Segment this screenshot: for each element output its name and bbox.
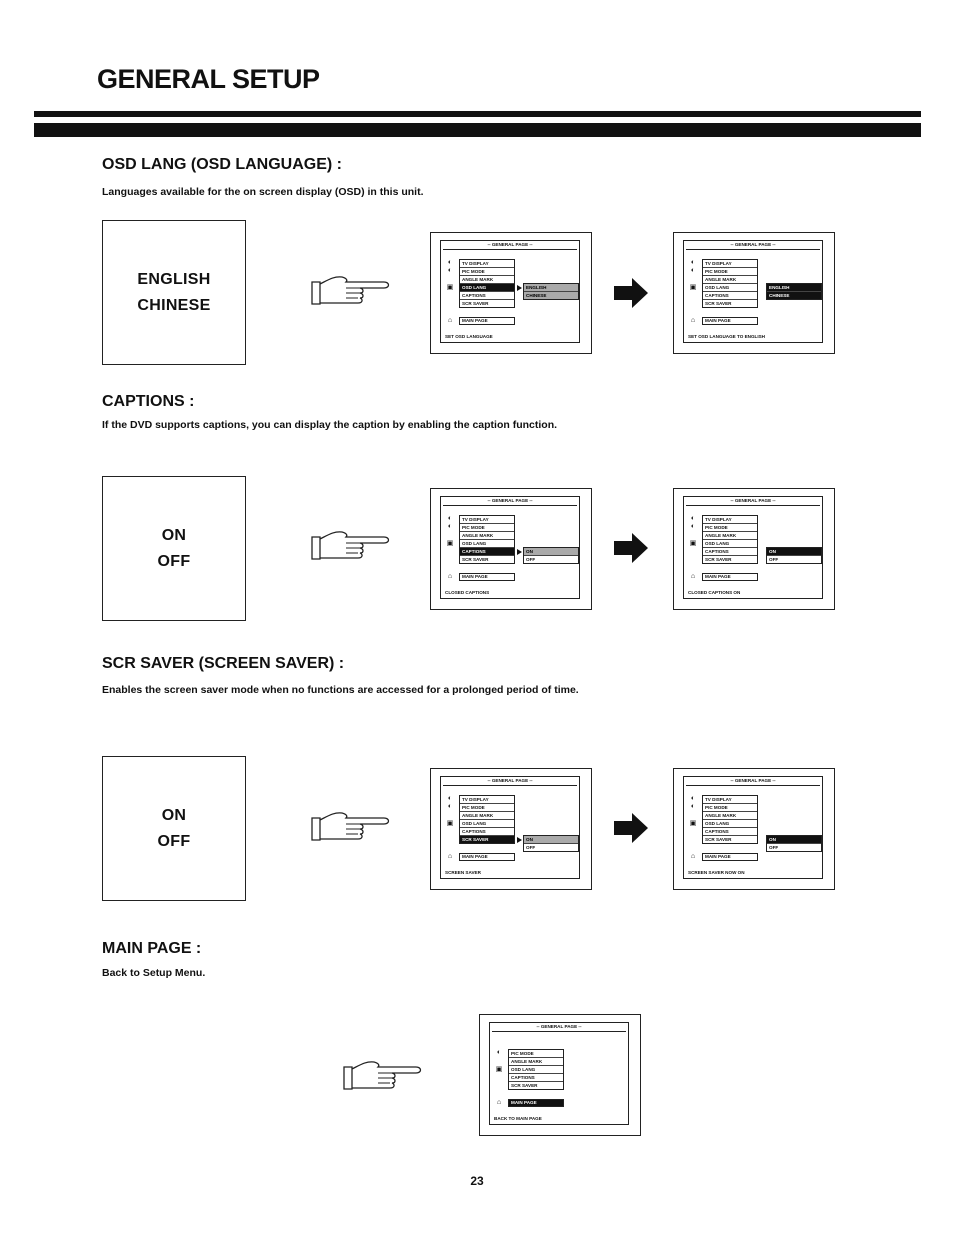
scr-saver-heading: SCR SAVER (SCREEN SAVER) : (102, 655, 345, 672)
menu-item-scr-saver[interactable]: SCR SAVER (705, 837, 732, 842)
pic-mode-icon: ◐ (496, 1049, 502, 1056)
tv-display-icon: ◐ (447, 259, 453, 266)
submenu-off[interactable]: OFF (526, 557, 536, 562)
submenu-on[interactable]: ON (767, 836, 821, 844)
tv-display-icon: ◐ (690, 515, 696, 522)
menu-item-tv-display[interactable]: TV DISPLAY (703, 516, 757, 524)
submenu-pointer-icon (517, 285, 522, 291)
osd-icon: ▣ (495, 1066, 503, 1073)
main-page-heading: MAIN PAGE : (102, 940, 202, 957)
menu-item-captions[interactable]: CAPTIONS (703, 828, 757, 836)
submenu-list (766, 835, 822, 852)
menu-item-pic-mode[interactable]: PIC MODE (703, 524, 757, 532)
submenu-chinese[interactable]: CHINESE (524, 292, 578, 299)
pic-mode-icon: ◐ (690, 267, 696, 274)
menu-item-captions[interactable]: CAPTIONS (460, 292, 514, 300)
main-page-screen (479, 1014, 641, 1136)
main-page-button[interactable]: MAIN PAGE (508, 1099, 564, 1107)
main-page-button[interactable]: MAIN PAGE (459, 573, 515, 581)
menu-list (459, 795, 515, 844)
status-line: SCREEN SAVER NOW ON (688, 870, 745, 875)
status-line: SCREEN SAVER (445, 870, 481, 875)
status-line: BACK TO MAIN PAGE (494, 1116, 542, 1121)
menu-item-scr-saver[interactable]: SCR SAVER (460, 836, 514, 843)
menu-item-angle-mark[interactable]: ANGLE MARK (460, 532, 514, 540)
menu-list (702, 259, 758, 308)
screen-header: -- GENERAL PAGE -- (443, 497, 577, 506)
menu-item-scr-saver[interactable]: SCR SAVER (462, 301, 489, 306)
title-rule-thin (34, 111, 921, 117)
menu-item-scr-saver[interactable]: SCR SAVER (462, 557, 489, 562)
submenu-list (523, 547, 579, 564)
option-english: ENGLISH (137, 270, 211, 288)
pointing-hand-icon (310, 527, 392, 563)
submenu-list (523, 283, 579, 300)
menu-item-tv-display[interactable]: TV DISPLAY (703, 260, 757, 268)
menu-item-angle-mark[interactable]: ANGLE MARK (460, 276, 514, 284)
home-icon: ⌂ (690, 853, 696, 860)
menu-item-captions[interactable]: CAPTIONS (460, 828, 514, 836)
page-title: GENERAL SETUP (97, 64, 320, 94)
osd-icon: ▣ (689, 284, 697, 291)
menu-item-pic-mode[interactable]: PIC MODE (703, 268, 757, 276)
scr-saver-screen-after (673, 768, 835, 890)
screen-header: -- GENERAL PAGE -- (492, 1023, 626, 1032)
tv-display-icon: ◐ (690, 259, 696, 266)
menu-item-scr-saver[interactable]: SCR SAVER (511, 1083, 538, 1088)
submenu-off[interactable]: OFF (526, 845, 536, 850)
menu-item-pic-mode[interactable]: PIC MODE (460, 524, 514, 532)
title-rule-thick (34, 123, 921, 137)
menu-item-angle-mark[interactable]: ANGLE MARK (703, 532, 757, 540)
submenu-on[interactable]: ON (767, 548, 821, 556)
submenu-on[interactable]: ON (524, 836, 578, 844)
screen-header: -- GENERAL PAGE -- (443, 241, 577, 250)
pic-mode-icon: ◐ (447, 803, 453, 810)
menu-item-captions[interactable]: CAPTIONS (703, 292, 757, 300)
option-off: OFF (157, 552, 191, 570)
captions-heading: CAPTIONS : (102, 393, 195, 410)
osd-icon: ▣ (689, 540, 697, 547)
menu-item-angle-mark[interactable]: ANGLE MARK (703, 276, 757, 284)
menu-item-osd-lang[interactable]: OSD LANG (460, 540, 514, 548)
menu-list (508, 1049, 564, 1090)
captions-screen-after (673, 488, 835, 610)
pic-mode-icon: ◐ (690, 523, 696, 530)
osd-icon: ▣ (446, 540, 454, 547)
screen-header: -- GENERAL PAGE -- (686, 777, 820, 786)
menu-item-scr-saver[interactable]: SCR SAVER (705, 301, 732, 306)
captions-options-box (102, 476, 246, 621)
main-page-button[interactable]: MAIN PAGE (459, 317, 515, 325)
osd-icon: ▣ (446, 284, 454, 291)
menu-item-angle-mark[interactable]: ANGLE MARK (703, 812, 757, 820)
status-line: SET OSD LANGUAGE (445, 334, 493, 339)
main-page-button[interactable]: MAIN PAGE (702, 317, 758, 325)
pointing-hand-icon (342, 1057, 424, 1093)
menu-item-pic-mode[interactable]: PIC MODE (703, 804, 757, 812)
submenu-english[interactable]: ENGLISH (767, 284, 821, 292)
status-line: SET OSD LANGUAGE TO ENGLISH (688, 334, 765, 339)
submenu-list (766, 547, 822, 564)
pointing-hand-icon (310, 808, 392, 844)
home-icon: ⌂ (496, 1099, 502, 1106)
osd-lang-screen-after (673, 232, 835, 354)
submenu-pointer-icon (517, 549, 522, 555)
submenu-off[interactable]: OFF (769, 557, 779, 562)
submenu-list (766, 283, 822, 300)
submenu-list (523, 835, 579, 852)
captions-screen-before (430, 488, 592, 610)
main-page-button[interactable]: MAIN PAGE (459, 853, 515, 861)
menu-item-osd-lang[interactable]: OSD LANG (509, 1066, 563, 1074)
menu-item-scr-saver[interactable]: SCR SAVER (705, 557, 732, 562)
pic-mode-icon: ◐ (690, 803, 696, 810)
screen-header: -- GENERAL PAGE -- (686, 241, 820, 250)
menu-item-tv-display[interactable]: TV DISPLAY (703, 796, 757, 804)
home-icon: ⌂ (447, 573, 453, 580)
screen-header: -- GENERAL PAGE -- (443, 777, 577, 786)
submenu-on[interactable]: ON (524, 548, 578, 556)
menu-item-tv-display[interactable]: TV DISPLAY (460, 796, 514, 804)
menu-item-captions[interactable]: CAPTIONS (460, 548, 514, 556)
page-number: 23 (470, 1174, 484, 1188)
menu-item-pic-mode[interactable]: PIC MODE (509, 1050, 563, 1058)
scr-saver-description: Enables the screen saver mode when no functions are accessed for a prolonged period of time. (102, 684, 579, 696)
menu-list (459, 259, 515, 308)
scr-saver-screen-before (430, 768, 592, 890)
osd-lang-screen-before (430, 232, 592, 354)
menu-item-pic-mode[interactable]: PIC MODE (460, 268, 514, 276)
right-arrow-icon (614, 813, 648, 843)
submenu-english[interactable]: ENGLISH (524, 284, 578, 292)
submenu-off[interactable]: OFF (769, 845, 779, 850)
captions-description: If the DVD supports captions, you can display the caption by enabling the caption function. (102, 419, 558, 431)
menu-item-osd-lang[interactable]: OSD LANG (703, 540, 757, 548)
menu-item-angle-mark[interactable]: ANGLE MARK (460, 812, 514, 820)
menu-item-captions[interactable]: CAPTIONS (703, 548, 757, 556)
option-on: ON (161, 806, 187, 824)
submenu-chinese[interactable]: CHINESE (767, 292, 821, 299)
menu-item-osd-lang[interactable]: OSD LANG (703, 820, 757, 828)
pic-mode-icon: ◐ (447, 523, 453, 530)
menu-item-angle-mark[interactable]: ANGLE MARK (509, 1058, 563, 1066)
right-arrow-icon (614, 278, 648, 308)
osd-lang-options-box (102, 220, 246, 365)
main-page-description: Back to Setup Menu. (102, 967, 206, 979)
status-line: CLOSED CAPTIONS (445, 590, 490, 595)
menu-item-captions[interactable]: CAPTIONS (509, 1074, 563, 1082)
osd-lang-description: Languages available for the on screen display (OSD) in this unit. (102, 186, 424, 198)
tv-display-icon: ◐ (447, 515, 453, 522)
osd-icon: ▣ (446, 820, 454, 827)
option-chinese: CHINESE (137, 296, 211, 314)
pointing-hand-icon (310, 272, 392, 308)
menu-item-tv-display[interactable]: TV DISPLAY (460, 516, 514, 524)
menu-list (702, 515, 758, 564)
osd-lang-heading: OSD LANG (OSD LANGUAGE) : (102, 156, 342, 173)
scr-saver-options-box (102, 756, 246, 901)
home-icon: ⌂ (690, 317, 696, 324)
menu-item-osd-lang[interactable]: OSD LANG (703, 284, 757, 292)
right-arrow-icon (614, 533, 648, 563)
pic-mode-icon: ◐ (447, 267, 453, 274)
option-off: OFF (157, 832, 191, 850)
osd-icon: ▣ (689, 820, 697, 827)
tv-display-icon: ◐ (690, 795, 696, 802)
tv-display-icon: ◐ (447, 795, 453, 802)
main-page-button[interactable]: MAIN PAGE (702, 853, 758, 861)
menu-item-pic-mode[interactable]: PIC MODE (460, 804, 514, 812)
option-on: ON (161, 526, 187, 544)
main-page-button[interactable]: MAIN PAGE (702, 573, 758, 581)
home-icon: ⌂ (690, 573, 696, 580)
menu-item-osd-lang[interactable]: OSD LANG (460, 284, 514, 292)
home-icon: ⌂ (447, 853, 453, 860)
menu-list (459, 515, 515, 564)
submenu-pointer-icon (517, 837, 522, 843)
menu-list (702, 795, 758, 844)
menu-item-tv-display[interactable]: TV DISPLAY (460, 260, 514, 268)
home-icon: ⌂ (447, 317, 453, 324)
menu-item-osd-lang[interactable]: OSD LANG (460, 820, 514, 828)
status-line: CLOSED CAPTIONS ON (688, 590, 741, 595)
screen-header: -- GENERAL PAGE -- (686, 497, 820, 506)
